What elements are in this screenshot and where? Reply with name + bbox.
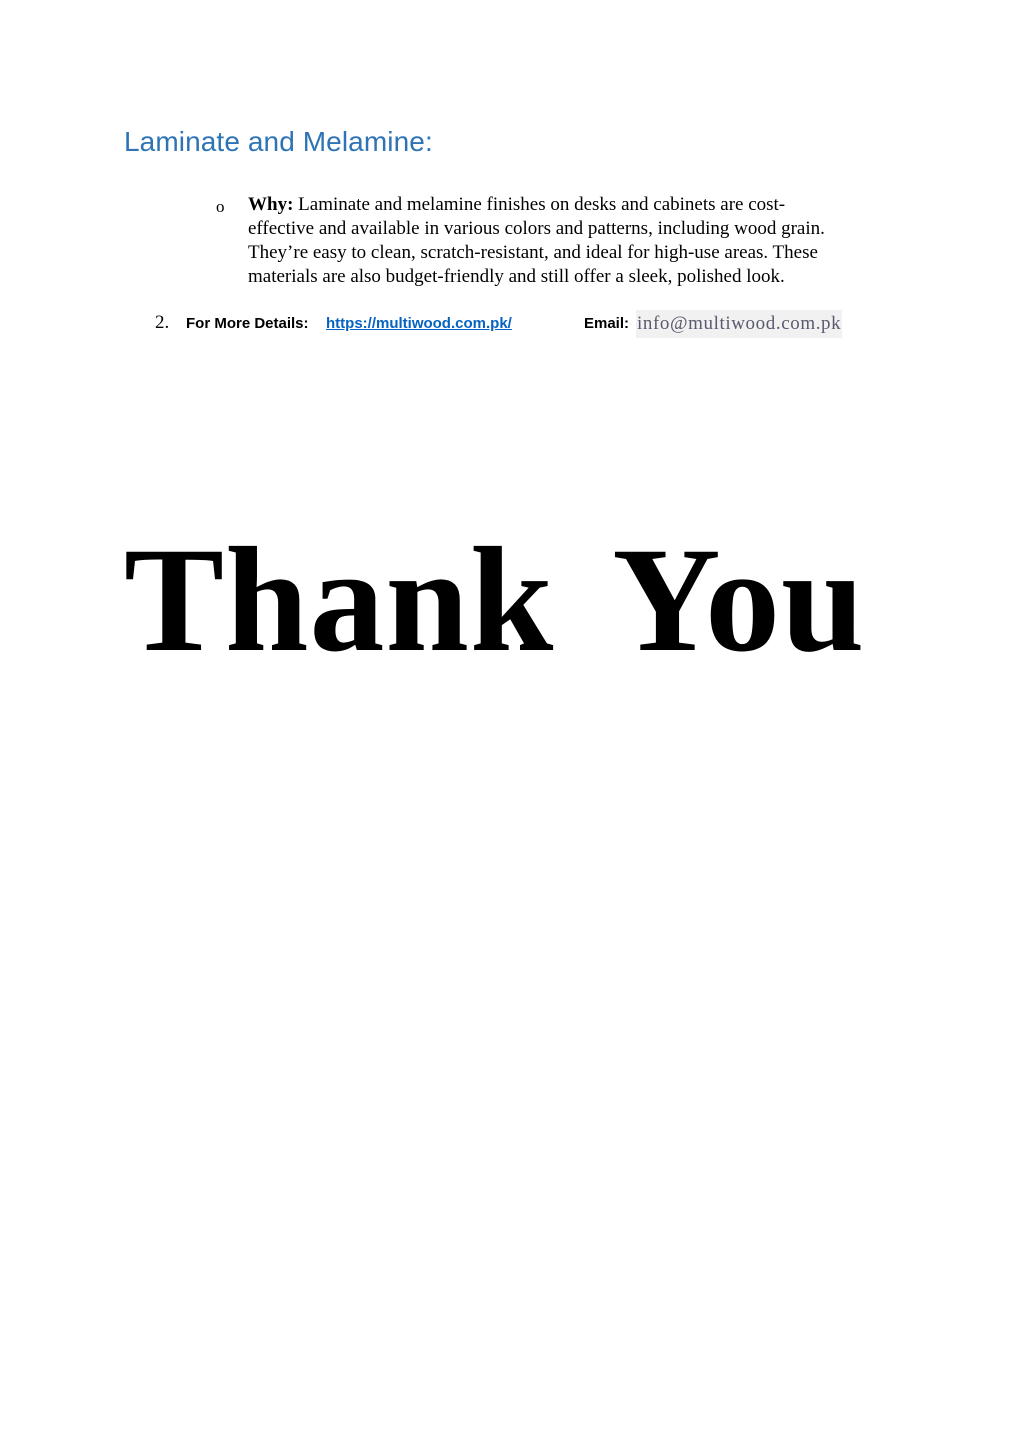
why-text-1: Laminate and melamine finishes on desks and cabinets are cost-: [293, 194, 786, 215]
email-label: Email:: [584, 315, 630, 332]
why-paragraph: [248, 193, 888, 289]
why-line-4: materials are also budget-friendly and still offer a sleek, polished look.: [248, 266, 785, 287]
section-heading: Laminate and Melamine:: [124, 126, 433, 157]
why-line-2: effective and available in various colors and patterns, including wood grain.: [248, 218, 825, 239]
email-address[interactable]: info@multiwood.com.pk: [636, 310, 842, 338]
contact-row: [155, 310, 875, 340]
why-line-3: They’re easy to clean, scratch-resistant, and ideal for high-use areas. These: [248, 242, 818, 263]
details-label: For More Details:: [186, 315, 309, 332]
bullet-marker: o: [216, 197, 225, 216]
website-link[interactable]: https://multiwood.com.pk/: [326, 315, 512, 332]
you-word: You: [612, 517, 866, 683]
why-line-1: [248, 193, 888, 217]
list-number: 2.: [155, 312, 170, 333]
why-label: Why:: [248, 194, 294, 215]
thank-word: Thank: [124, 517, 555, 683]
thank-you-title: [124, 517, 866, 683]
